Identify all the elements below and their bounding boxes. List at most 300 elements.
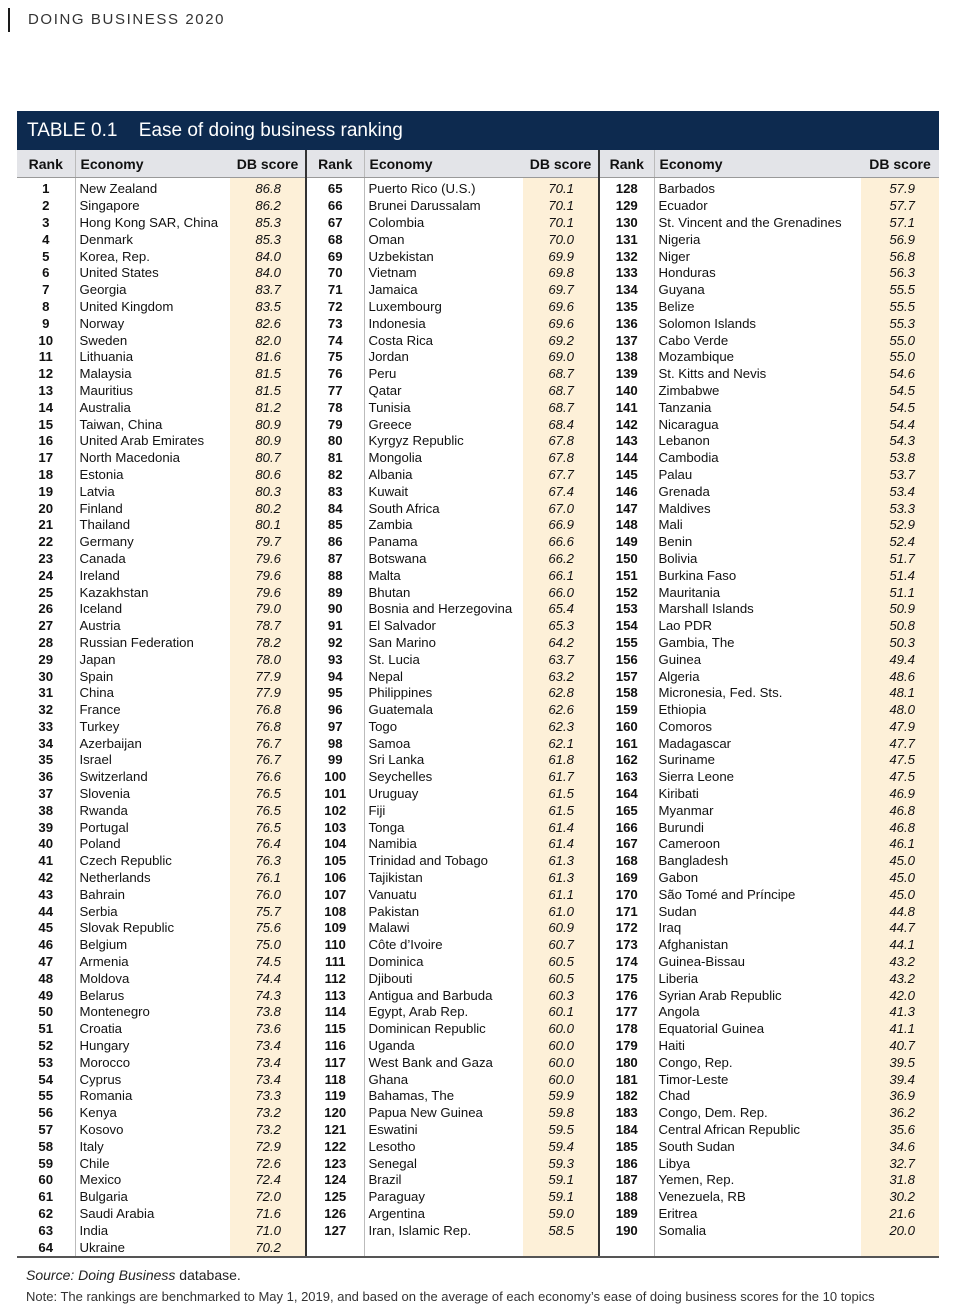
score-cell: 61.0 xyxy=(523,903,599,920)
economy-cell: Montenegro xyxy=(75,1004,230,1021)
rank-cell: 110 xyxy=(306,937,364,954)
score-cell: 75.6 xyxy=(230,920,306,937)
economy-cell: Suriname xyxy=(654,752,861,769)
score-cell: 52.9 xyxy=(861,517,939,534)
economy-cell: Greece xyxy=(364,416,523,433)
economy-cell: Lesotho xyxy=(364,1138,523,1155)
rank-cell: 100 xyxy=(306,769,364,786)
score-cell: 70.1 xyxy=(523,215,599,232)
economy-cell: Estonia xyxy=(75,467,230,484)
score-cell: 76.7 xyxy=(230,752,306,769)
economy-cell: Colombia xyxy=(364,215,523,232)
rank-cell: 39 xyxy=(38,819,54,835)
score-cell: 59.1 xyxy=(523,1189,599,1206)
score-cell: 67.0 xyxy=(523,500,599,517)
score-cell: 62.8 xyxy=(523,685,599,702)
rank-cell: 99 xyxy=(306,752,364,769)
score-cell: 30.2 xyxy=(861,1189,939,1206)
score-cell: 61.1 xyxy=(523,886,599,903)
economy-cell: Zimbabwe xyxy=(654,383,861,400)
rank-cell: 170 xyxy=(599,886,654,903)
score-cell: 57.1 xyxy=(861,215,939,232)
rank-cell: 57 xyxy=(38,1122,54,1138)
score-cell: 39.5 xyxy=(861,1054,939,1071)
economy-cell: Egypt, Arab Rep. xyxy=(364,1004,523,1021)
rank-cell: 94 xyxy=(306,668,364,685)
table-row xyxy=(17,1172,939,1189)
rank-cell: 93 xyxy=(306,651,364,668)
score-cell: 79.7 xyxy=(230,534,306,551)
rank-cell: 111 xyxy=(306,954,364,971)
economy-cell: Rwanda xyxy=(75,802,230,819)
rank-cell: 11 xyxy=(38,349,53,365)
rank-cell: 156 xyxy=(599,651,654,668)
score-cell: 32.7 xyxy=(861,1155,939,1172)
economy-cell: Korea, Rep. xyxy=(75,248,230,265)
economy-cell: Philippines xyxy=(364,685,523,702)
rank-cell: 29 xyxy=(38,651,54,667)
score-cell: 59.3 xyxy=(523,1155,599,1172)
economy-cell: France xyxy=(75,702,230,719)
table-row xyxy=(17,433,939,450)
economy-cell: Malawi xyxy=(364,920,523,937)
rank-cell: 129 xyxy=(599,198,654,215)
economy-cell xyxy=(364,1239,523,1257)
economy-cell: Congo, Rep. xyxy=(654,1054,861,1071)
score-cell: 59.4 xyxy=(523,1138,599,1155)
economy-header: Economy xyxy=(364,150,523,178)
table-row xyxy=(17,483,939,500)
rank-cell: 13 xyxy=(38,382,54,398)
rank-cell: 115 xyxy=(306,1021,364,1038)
economy-cell: El Salvador xyxy=(364,618,523,635)
economy-cell: Russian Federation xyxy=(75,635,230,652)
economy-cell: South Sudan xyxy=(654,1138,861,1155)
rank-cell: 26 xyxy=(38,601,54,617)
score-cell: 41.1 xyxy=(861,1021,939,1038)
economy-cell: Latvia xyxy=(75,483,230,500)
score-cell: 44.8 xyxy=(861,903,939,920)
rank-cell: 90 xyxy=(306,601,364,618)
score-cell: 59.8 xyxy=(523,1105,599,1122)
table-row xyxy=(17,450,939,467)
score-cell: 86.2 xyxy=(230,198,306,215)
table-row xyxy=(17,802,939,819)
economy-cell: Romania xyxy=(75,1088,230,1105)
economy-cell: Algeria xyxy=(654,668,861,685)
table-row xyxy=(17,1206,939,1223)
rank-cell: 153 xyxy=(599,601,654,618)
rank-cell: 16 xyxy=(38,433,54,449)
rank-cell: 7 xyxy=(42,282,50,298)
rank-cell: 102 xyxy=(306,802,364,819)
score-cell: 54.5 xyxy=(861,383,939,400)
score-cell: 72.6 xyxy=(230,1155,306,1172)
score-cell: 60.0 xyxy=(523,1021,599,1038)
economy-cell: Seychelles xyxy=(364,769,523,786)
rank-cell: 154 xyxy=(599,618,654,635)
score-cell: 66.9 xyxy=(523,517,599,534)
score-cell: 74.4 xyxy=(230,970,306,987)
rank-cell: 44 xyxy=(38,903,54,919)
table-title: Ease of doing business ranking xyxy=(138,120,403,141)
rank-cell: 159 xyxy=(599,702,654,719)
score-cell: 45.0 xyxy=(861,853,939,870)
score-cell: 69.6 xyxy=(523,299,599,316)
score-cell: 79.6 xyxy=(230,584,306,601)
score-cell: 61.4 xyxy=(523,819,599,836)
table-row xyxy=(17,1239,939,1257)
rank-cell: 150 xyxy=(599,551,654,568)
score-cell: 48.1 xyxy=(861,685,939,702)
table-row xyxy=(17,836,939,853)
score-cell: 81.5 xyxy=(230,383,306,400)
rank-cell: 18 xyxy=(38,466,54,482)
score-header: DB score xyxy=(230,150,306,178)
table-note: Note: The rankings are benchmarked to May 1, 2019, and based on the average of each economy’s ease of doing business scores for the 10 topics xyxy=(26,1289,875,1304)
score-cell: 59.1 xyxy=(523,1172,599,1189)
rank-cell: 32 xyxy=(38,702,54,718)
rank-header: Rank xyxy=(17,150,75,178)
rank-cell: 151 xyxy=(599,567,654,584)
rank-cell: 177 xyxy=(599,1004,654,1021)
economy-cell: Ethiopia xyxy=(654,702,861,719)
economy-cell: Eritrea xyxy=(654,1206,861,1223)
score-cell: 61.4 xyxy=(523,836,599,853)
rank-cell: 27 xyxy=(38,618,54,634)
economy-cell: Fiji xyxy=(364,802,523,819)
score-cell: 69.0 xyxy=(523,349,599,366)
score-cell: 57.7 xyxy=(861,198,939,215)
score-cell: 55.3 xyxy=(861,315,939,332)
economy-cell: St. Kitts and Nevis xyxy=(654,366,861,383)
score-cell: 34.6 xyxy=(861,1138,939,1155)
rank-cell: 17 xyxy=(38,450,54,466)
economy-cell: Hungary xyxy=(75,1038,230,1055)
economy-cell: Angola xyxy=(654,1004,861,1021)
score-cell: 80.3 xyxy=(230,483,306,500)
economy-cell: Guatemala xyxy=(364,702,523,719)
score-cell: 72.4 xyxy=(230,1172,306,1189)
score-cell: 69.2 xyxy=(523,332,599,349)
economy-cell: Ireland xyxy=(75,567,230,584)
table-row xyxy=(17,265,939,282)
rank-header: Rank xyxy=(599,150,654,178)
score-cell: 47.5 xyxy=(861,769,939,786)
rank-cell: 143 xyxy=(599,433,654,450)
economy-cell: United Arab Emirates xyxy=(75,433,230,450)
rank-cell: 131 xyxy=(599,231,654,248)
economy-cell: Malaysia xyxy=(75,366,230,383)
rank-cell: 117 xyxy=(306,1054,364,1071)
economy-cell: Pakistan xyxy=(364,903,523,920)
score-cell: 60.0 xyxy=(523,1054,599,1071)
rank-cell: 166 xyxy=(599,819,654,836)
table-row xyxy=(17,517,939,534)
score-cell: 63.7 xyxy=(523,651,599,668)
rank-cell: 104 xyxy=(306,836,364,853)
table-row xyxy=(17,601,939,618)
rank-cell: 30 xyxy=(38,668,54,684)
economy-cell: Thailand xyxy=(75,517,230,534)
economy-cell: Solomon Islands xyxy=(654,315,861,332)
rank-cell: 139 xyxy=(599,366,654,383)
score-cell: 79.0 xyxy=(230,601,306,618)
economy-cell: Comoros xyxy=(654,719,861,736)
table-row xyxy=(17,198,939,215)
score-cell: 58.5 xyxy=(523,1222,599,1239)
rank-cell: 126 xyxy=(306,1206,364,1223)
rank-cell: 190 xyxy=(599,1222,654,1239)
economy-cell: Saudi Arabia xyxy=(75,1206,230,1223)
economy-cell: Somalia xyxy=(654,1222,861,1239)
score-cell: 60.3 xyxy=(523,987,599,1004)
score-cell: 78.7 xyxy=(230,618,306,635)
rank-cell: 20 xyxy=(38,500,54,516)
score-cell: 82.0 xyxy=(230,332,306,349)
rank-cell: 168 xyxy=(599,853,654,870)
table-row xyxy=(17,1054,939,1071)
rank-cell: 116 xyxy=(306,1038,364,1055)
economy-cell: Panama xyxy=(364,534,523,551)
score-cell: 62.3 xyxy=(523,719,599,736)
rank-cell: 40 xyxy=(38,836,54,852)
economy-cell: Malta xyxy=(364,567,523,584)
rank-cell: 63 xyxy=(38,1222,54,1238)
rank-cell: 130 xyxy=(599,215,654,232)
rank-cell: 157 xyxy=(599,668,654,685)
score-cell: 60.5 xyxy=(523,954,599,971)
rank-cell: 67 xyxy=(306,215,364,232)
economy-cell: Poland xyxy=(75,836,230,853)
rank-cell: 147 xyxy=(599,500,654,517)
economy-cell: Ukraine xyxy=(75,1239,230,1257)
economy-cell: Timor-Leste xyxy=(654,1071,861,1088)
economy-cell: Kosovo xyxy=(75,1122,230,1139)
score-cell: 35.6 xyxy=(861,1122,939,1139)
score-cell: 53.3 xyxy=(861,500,939,517)
table-row xyxy=(17,1071,939,1088)
economy-cell: Taiwan, China xyxy=(75,416,230,433)
score-cell: 71.0 xyxy=(230,1222,306,1239)
score-cell: 82.6 xyxy=(230,315,306,332)
rank-cell: 8 xyxy=(42,298,50,314)
rank-cell: 9 xyxy=(42,315,50,331)
score-cell: 71.6 xyxy=(230,1206,306,1223)
rank-cell: 189 xyxy=(599,1206,654,1223)
score-cell: 51.4 xyxy=(861,567,939,584)
economy-cell: Germany xyxy=(75,534,230,551)
economy-cell: South Africa xyxy=(364,500,523,517)
rank-cell: 158 xyxy=(599,685,654,702)
economy-cell: Norway xyxy=(75,315,230,332)
score-cell: 69.8 xyxy=(523,265,599,282)
table-row xyxy=(17,786,939,803)
score-cell: 48.0 xyxy=(861,702,939,719)
rank-cell: 92 xyxy=(306,635,364,652)
table-row xyxy=(17,416,939,433)
economy-cell: Paraguay xyxy=(364,1189,523,1206)
score-cell: 76.4 xyxy=(230,836,306,853)
rank-cell: 84 xyxy=(306,500,364,517)
table-row xyxy=(17,1105,939,1122)
economy-cell: Bhutan xyxy=(364,584,523,601)
rank-cell: 140 xyxy=(599,383,654,400)
rank-cell: 145 xyxy=(599,467,654,484)
rank-cell: 48 xyxy=(38,970,54,986)
score-cell: 67.8 xyxy=(523,433,599,450)
economy-cell: Bahrain xyxy=(75,886,230,903)
rank-cell: 187 xyxy=(599,1172,654,1189)
rank-cell: 167 xyxy=(599,836,654,853)
rank-cell: 124 xyxy=(306,1172,364,1189)
economy-cell: Peru xyxy=(364,366,523,383)
economy-cell: Madagascar xyxy=(654,735,861,752)
table-row xyxy=(17,752,939,769)
economy-cell: Oman xyxy=(364,231,523,248)
rank-cell: 69 xyxy=(306,248,364,265)
score-cell: 50.3 xyxy=(861,635,939,652)
rank-cell: 152 xyxy=(599,584,654,601)
rank-cell: 136 xyxy=(599,315,654,332)
rank-cell: 24 xyxy=(38,567,54,583)
rank-cell: 74 xyxy=(306,332,364,349)
economy-cell: Morocco xyxy=(75,1054,230,1071)
table-row xyxy=(17,719,939,736)
table-row xyxy=(17,1189,939,1206)
economy-cell: West Bank and Gaza xyxy=(364,1054,523,1071)
score-cell: 55.0 xyxy=(861,332,939,349)
economy-cell: Mongolia xyxy=(364,450,523,467)
economy-cell: Benin xyxy=(654,534,861,551)
economy-cell: Australia xyxy=(75,399,230,416)
economy-cell: Bulgaria xyxy=(75,1189,230,1206)
table-row xyxy=(17,1122,939,1139)
table-row xyxy=(17,970,939,987)
economy-cell: Belgium xyxy=(75,937,230,954)
rank-cell: 162 xyxy=(599,752,654,769)
score-cell: 61.5 xyxy=(523,802,599,819)
score-cell: 85.3 xyxy=(230,231,306,248)
score-cell: 81.5 xyxy=(230,366,306,383)
table-row xyxy=(17,668,939,685)
rank-cell: 112 xyxy=(306,970,364,987)
score-cell: 77.9 xyxy=(230,685,306,702)
rank-cell: 78 xyxy=(306,399,364,416)
economy-cell: Moldova xyxy=(75,970,230,987)
rank-cell: 178 xyxy=(599,1021,654,1038)
score-cell: 76.7 xyxy=(230,735,306,752)
table-row xyxy=(17,1155,939,1172)
rank-cell: 65 xyxy=(306,178,364,198)
table-row xyxy=(17,1222,939,1239)
economy-cell: Barbados xyxy=(654,178,861,198)
rank-cell: 45 xyxy=(38,920,54,936)
score-cell: 67.8 xyxy=(523,450,599,467)
score-cell: 60.7 xyxy=(523,937,599,954)
table-row xyxy=(17,315,939,332)
score-cell: 47.5 xyxy=(861,752,939,769)
score-cell: 56.3 xyxy=(861,265,939,282)
score-cell: 54.5 xyxy=(861,399,939,416)
table-row xyxy=(17,651,939,668)
score-cell: 61.8 xyxy=(523,752,599,769)
score-cell: 69.6 xyxy=(523,315,599,332)
rank-cell: 182 xyxy=(599,1088,654,1105)
economy-cell: Hong Kong SAR, China xyxy=(75,215,230,232)
score-cell: 46.1 xyxy=(861,836,939,853)
rank-cell: 75 xyxy=(306,349,364,366)
rank-cell: 144 xyxy=(599,450,654,467)
economy-cell: Sudan xyxy=(654,903,861,920)
score-cell: 80.9 xyxy=(230,433,306,450)
table-row xyxy=(17,584,939,601)
score-cell: 66.1 xyxy=(523,567,599,584)
economy-cell: United States xyxy=(75,265,230,282)
economy-cell: Cameroon xyxy=(654,836,861,853)
rank-cell: 73 xyxy=(306,315,364,332)
economy-cell: Croatia xyxy=(75,1021,230,1038)
score-cell: 50.8 xyxy=(861,618,939,635)
economy-cell: Burkina Faso xyxy=(654,567,861,584)
economy-cell: Albania xyxy=(364,467,523,484)
score-cell: 46.8 xyxy=(861,802,939,819)
table-row xyxy=(17,920,939,937)
rank-cell: 132 xyxy=(599,248,654,265)
economy-cell: Iraq xyxy=(654,920,861,937)
rank-cell: 113 xyxy=(306,987,364,1004)
score-cell: 66.2 xyxy=(523,551,599,568)
rank-cell: 133 xyxy=(599,265,654,282)
score-cell: 57.9 xyxy=(861,178,939,198)
economy-cell: Lithuania xyxy=(75,349,230,366)
rank-cell: 149 xyxy=(599,534,654,551)
economy-cell: Djibouti xyxy=(364,970,523,987)
table-row xyxy=(17,954,939,971)
economy-cell: Netherlands xyxy=(75,870,230,887)
score-cell: 60.0 xyxy=(523,1038,599,1055)
score-cell: 80.7 xyxy=(230,450,306,467)
rank-cell: 64 xyxy=(17,1239,75,1257)
score-cell: 21.6 xyxy=(861,1206,939,1223)
economy-cell: Venezuela, RB xyxy=(654,1189,861,1206)
economy-cell: Antigua and Barbuda xyxy=(364,987,523,1004)
score-cell: 76.5 xyxy=(230,786,306,803)
economy-cell: Tonga xyxy=(364,819,523,836)
economy-cell: Lao PDR xyxy=(654,618,861,635)
economy-cell: Honduras xyxy=(654,265,861,282)
rank-cell: 160 xyxy=(599,719,654,736)
rank-cell: 19 xyxy=(38,483,54,499)
score-cell: 85.3 xyxy=(230,215,306,232)
running-title: DOING BUSINESS 2020 xyxy=(28,11,226,28)
score-cell: 49.4 xyxy=(861,651,939,668)
rank-cell: 180 xyxy=(599,1054,654,1071)
score-cell: 61.5 xyxy=(523,786,599,803)
rank-cell: 114 xyxy=(306,1004,364,1021)
score-cell: 55.0 xyxy=(861,349,939,366)
economy-cell: Togo xyxy=(364,719,523,736)
economy-cell: Afghanistan xyxy=(654,937,861,954)
score-cell: 73.2 xyxy=(230,1105,306,1122)
table-row xyxy=(17,366,939,383)
economy-cell: Zambia xyxy=(364,517,523,534)
rank-cell xyxy=(306,1239,364,1257)
rank-cell: 46 xyxy=(38,937,54,953)
rank-cell: 55 xyxy=(38,1088,54,1104)
economy-cell: Slovenia xyxy=(75,786,230,803)
rank-cell: 49 xyxy=(38,987,54,1003)
